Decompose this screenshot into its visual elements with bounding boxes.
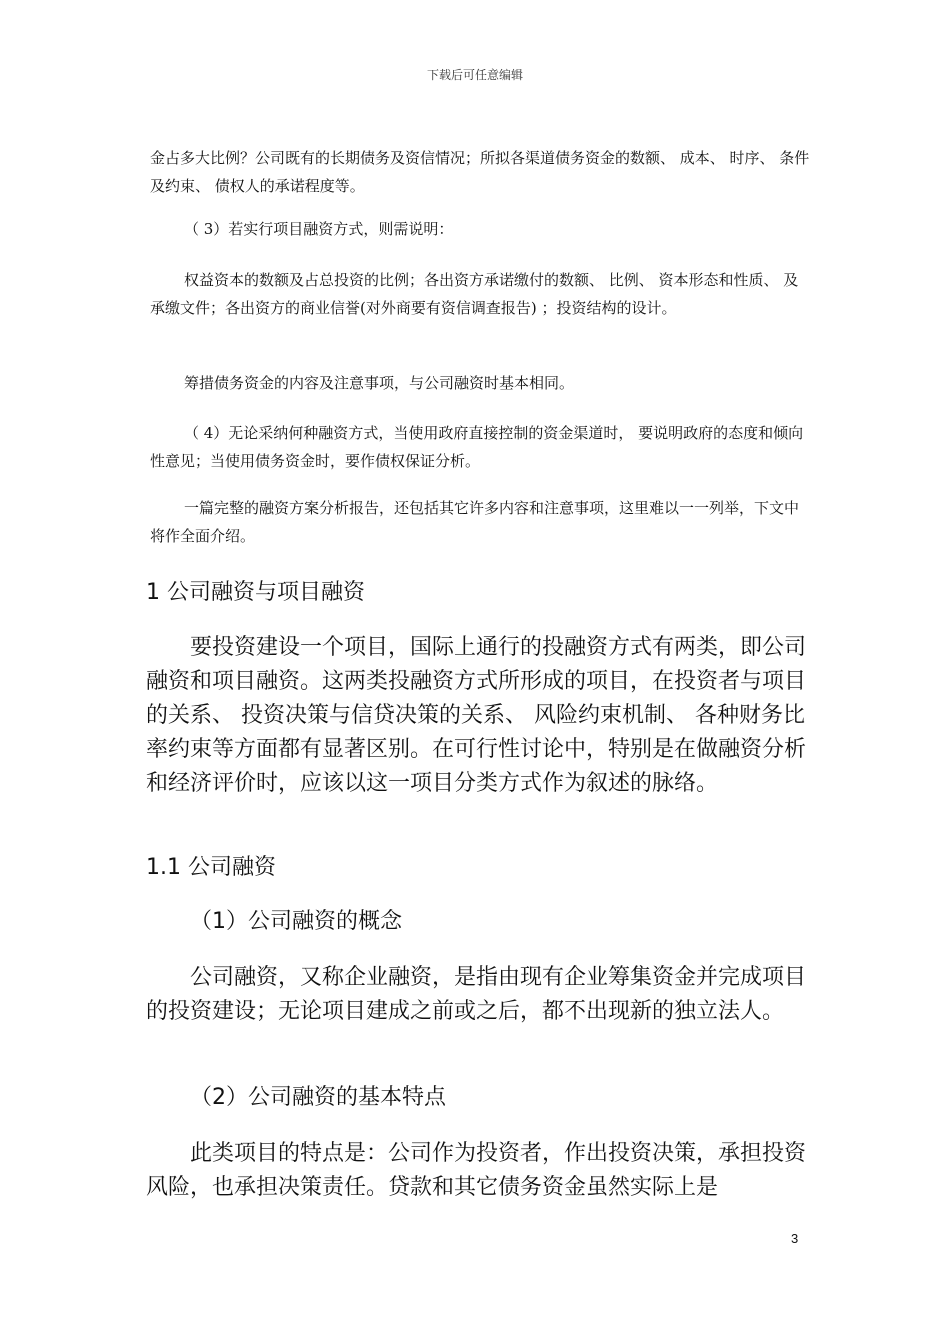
page-header: 下载后可任意编辑 — [426, 68, 523, 82]
paragraph-4: 筹措债务资金的内容及注意事项，与公司融资时基本相同。 — [184, 374, 575, 392]
paragraph-2: （ 3）若实行项目融资方式，则需说明： — [184, 220, 454, 238]
paragraph-5: （ 4）无论采纳何种融资方式，当使用政府直接控制的资金渠道时， 要说明政府的态度和倾向性意见；当使用债务资金时，要作债权保证分析。 — [150, 424, 804, 470]
concept-body: 公司融资，又称企业融资，是指由现有企业筹集资金并完成项目的投资建设；无论项目建成之前或之后，都不出现新的独立法人。 — [146, 965, 807, 1024]
paragraph-3: 权益资本的数额及占总投资的比例；各出资方承诺缴付的数额、 比例、 资本形态和性质、 及承缴文件；各出资方的商业信誉(对外商要有资信调查报告) ；投资结构的设计。 — [150, 271, 799, 317]
section-1-heading: 1 公司融资与项目融资 — [146, 580, 365, 605]
page-number: 3 — [791, 1231, 799, 1246]
subheading-concept: （1）公司融资的概念 — [190, 909, 402, 934]
features-body: 此类项目的特点是：公司作为投资者，作出投资决策，承担投资风险，也承担决策责任。贷款和其它债务资金虽然实际上是 — [146, 1141, 807, 1200]
paragraph-1: 金占多大比例？公司既有的长期债务及资信情况；所拟各渠道债务资金的数额、 成本、 时序、 条件及约束、 债权人的承诺程度等。 — [150, 149, 810, 195]
section-1-1-heading: 1.1 公司融资 — [146, 855, 276, 880]
section-1-body: 要投资建设一个项目，国际上通行的投融资方式有两类，即公司融资和项目融资。这两类投融资方式所形成的项目，在投资者与项目的关系、 投资决策与信贷决策的关系、 风险约束机制、 各种财务比率约束等方面都有显著区别。在可行性讨论中，特别是在做融资分析和经济评价时，应该以这一项目分类方式作为叙述的脉络。 — [146, 635, 807, 796]
paragraph-6: 一篇完整的融资方案分析报告，还包括其它许多内容和注意事项，这里难以一一列举，下文中将作全面介绍。 — [150, 499, 800, 545]
subheading-features: （2）公司融资的基本特点 — [190, 1085, 446, 1110]
